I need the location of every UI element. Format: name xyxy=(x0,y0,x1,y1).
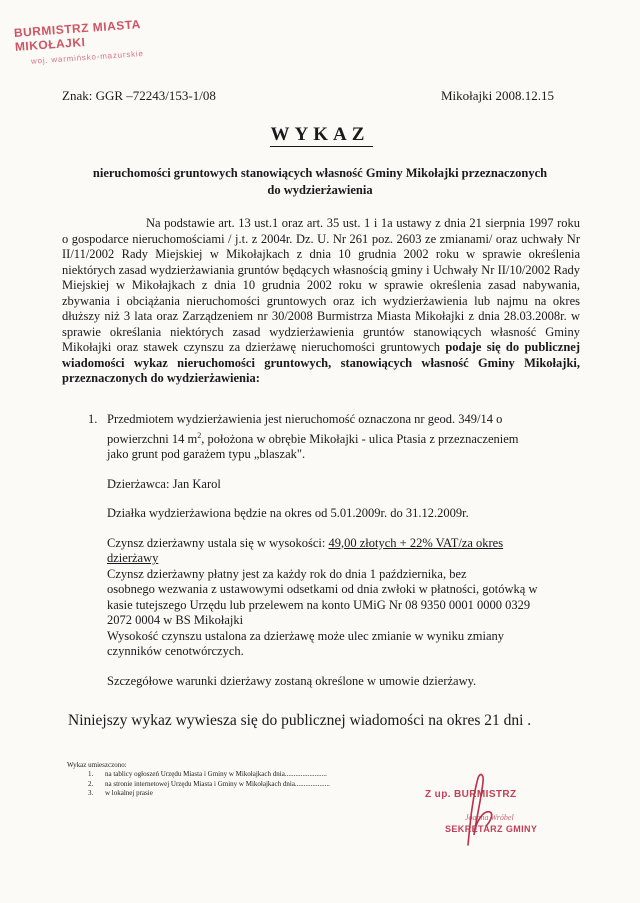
payment-line-2: osobnego wezwania z ustawowymi odsetkami od dnia zwłoki w płatności, gotówką w xyxy=(107,582,538,597)
rent-amount: 49,00 złotych + 22% VAT/za okres xyxy=(328,535,504,550)
change-line-1: Wysokość czynszu ustalona za dzierżawę może ulec zmianie w wyniku zmiany xyxy=(107,628,505,643)
change-line-2: czynników cenotwórczych. xyxy=(107,644,244,659)
rent-line-2 xyxy=(107,551,569,567)
area-superscript: 2 xyxy=(197,430,202,440)
item-subject-line-3: jako grunt pod garażem typu „blaszak". xyxy=(107,447,306,462)
payment-line-1: Czynsz dzierżawny płatny jest za każdy rok do dnia 1 października, bez xyxy=(107,566,467,581)
area-text: powierzchni 14 m xyxy=(107,431,198,446)
title-underline xyxy=(270,146,373,147)
rent-prefix: Czynsz dzierżawny ustala się w wysokości: xyxy=(107,535,329,550)
posting-list xyxy=(88,770,330,799)
lease-details: Szczegółowe warunki dzierżawy zostaną określone w umowie dzierżawy. xyxy=(107,673,477,688)
top-official-stamp xyxy=(13,14,186,76)
stamp-signatory-title: SEKRETARZ GMINY xyxy=(445,824,538,834)
document-date: Mikołajki 2008.12.15 xyxy=(441,88,555,103)
document-title: WYKAZ xyxy=(270,124,370,145)
item-subject-line-2 xyxy=(107,428,569,448)
intro-text: Na podstawie art. 13 ust.1 oraz art. 35 ust. 1 i 1a ustawy z dnia 21 sierpnia 1997 roku o gospodarce nieruchomościami / j.t. z 2004r. Dz. U. Nr 261 poz. 2603 ze zmianami/ oraz uchwały Nr II/11/2002 Rady Miejskiej w Mikołajkach z dnia 10 grudnia 2002 roku w sprawie określenia niektórych zasad wydzierżawiania gruntów będących własnością gminy i Uchwały Nr II/10/2002 Rady Miejskiej w Mikołajkach z dnia 10 grudnia 2002 roku w sprawie określenia zasad nabywania, zbywania i obciążania nieruchomości gruntowych oraz ich wydzierżawienia lub najmu na okres dłuższy niż 3 lata oraz Zarządzeniem nr 30/2008 Burmistrza Miasta Mikołajki z dnia 28.03.2008r. w sprawie określania niektórych zasad wydzierżawienia gruntów stanowiących własność Gminy Mikołajki oraz stawek czynszu za dzierżawę nieruchomości gruntowych xyxy=(62,216,580,354)
item-subject-line-1: Przedmiotem wydzierżawienia jest nieruchomość oznaczona nr geod. 349/14 o xyxy=(107,412,503,426)
reference-number: Znak: GGR –72243/153-1/08 xyxy=(62,88,216,103)
stamp-voivodeship: woj. warmińsko-mazurskie xyxy=(30,48,145,66)
item-body xyxy=(107,412,569,689)
stamp-office-name: BURMISTRZ MIASTA MIKOŁAJKI xyxy=(13,17,141,54)
tenant: Dzierżawca: Jan Karol xyxy=(107,476,221,491)
rent-amount-cont: dzierżawy xyxy=(107,551,159,566)
stamp-signatory-name: Joanna Wróbel xyxy=(465,813,514,822)
posting-item: 1. na tablicy ogłoszeń Urzędu Miasta i Gminy w Mikołajkach dnia........................ xyxy=(88,770,327,778)
intro-bold-text: podaje się do publicznej wiadomości wykaz nieruchomości gruntowych, stanowiących własność Gminy Mikołajki, przeznaczonych do wydzierżawienia: xyxy=(62,340,580,385)
location-text: , położona w obrębie Mikołajki - ulica Ptasia z przeznaczeniem xyxy=(201,431,519,446)
posting-item: 3. w lokalnej prasie xyxy=(88,789,153,797)
stamp-signatory-role: Z up. BURMISTRZ xyxy=(425,789,517,800)
item-number: 1. xyxy=(88,412,98,426)
intro-paragraph xyxy=(62,216,580,387)
posting-item: 2. na stronie internetowej Urzędu Miasta i Gminy w Mikołajkach dnia.................... xyxy=(88,779,330,788)
handwritten-signature xyxy=(440,770,540,850)
payment-line-3: kasie tutejszego Urzędu lub przelewem na konto UMiG Nr 08 9350 0001 0000 0329 xyxy=(107,597,531,612)
lease-period: Działka wydzierżawiona będzie na okres od 5.01.2009r. do 31.12.2009r. xyxy=(107,506,469,521)
publication-notice: Niniejszy wykaz wywiesza się do publicznej wiadomości na okres 21 dni . xyxy=(68,712,532,729)
rent-line-1 xyxy=(107,536,569,552)
subtitle-line-2: do wydzierżawienia xyxy=(267,183,373,197)
document-subtitle xyxy=(60,165,580,199)
posting-label: Wykaz umieszczono: xyxy=(67,761,127,769)
payment-line-4: 2072 0004 w BS Mikołajki xyxy=(107,613,244,628)
subtitle-line-1: nieruchomości gruntowych stanowiących własność Gminy Mikołajki przeznaczonych xyxy=(92,166,548,180)
